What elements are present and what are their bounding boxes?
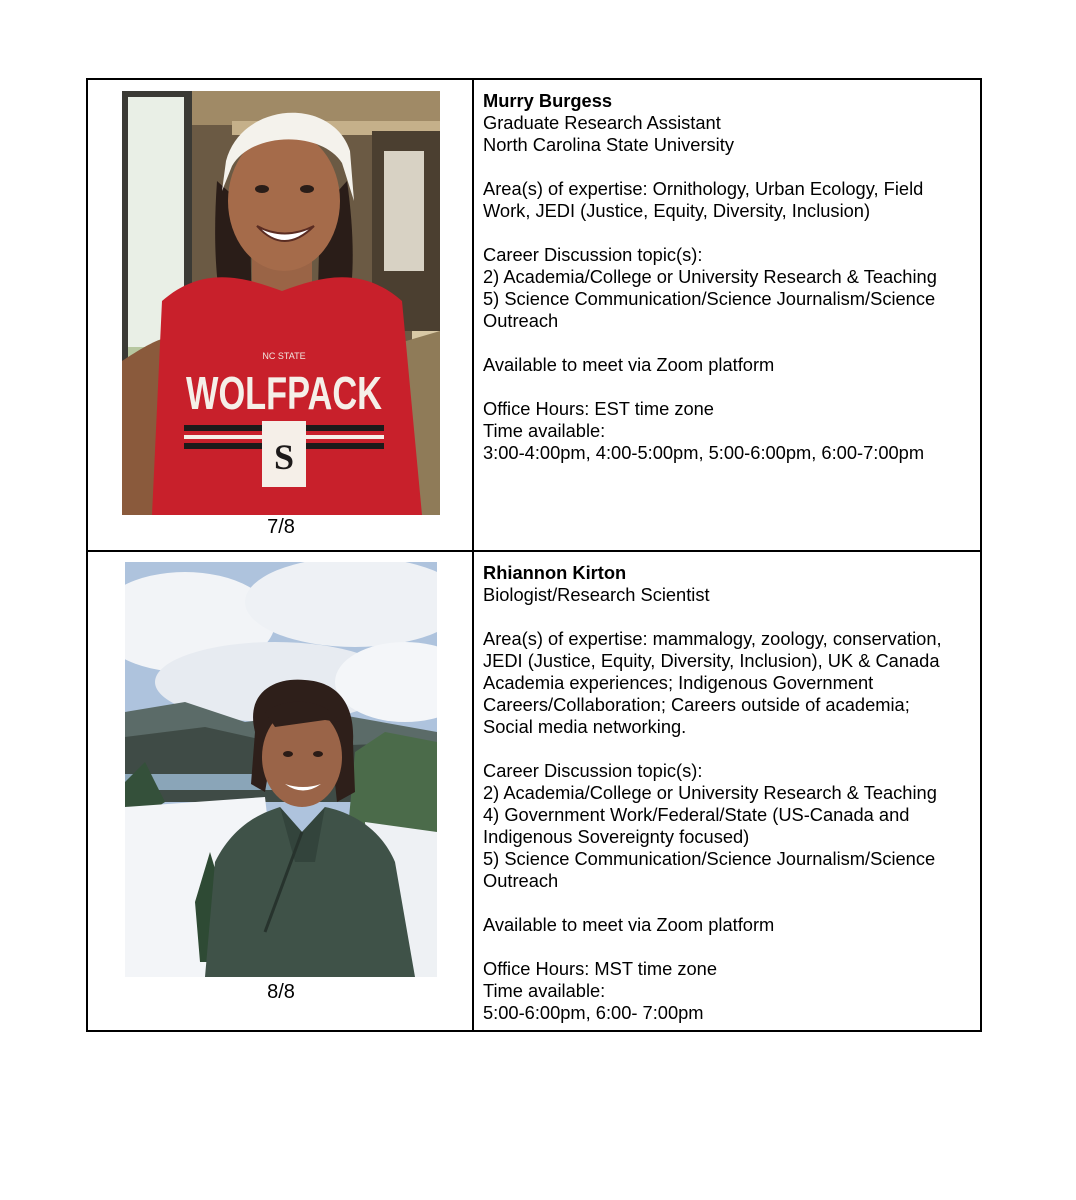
expertise-line: Careers/Collaboration; Careers outside of academia; bbox=[483, 694, 910, 715]
topics-heading: Career Discussion topic(s): bbox=[483, 244, 703, 265]
profile-info-rhiannon bbox=[474, 552, 980, 1024]
expertise-line: Social media networking. bbox=[483, 716, 687, 737]
topic-item: Indigenous Sovereignty focused) bbox=[483, 826, 750, 847]
time-label: Time available: bbox=[483, 980, 606, 1001]
profile-title: Biologist/Research Scientist bbox=[483, 584, 710, 605]
spacer bbox=[483, 936, 970, 958]
profile-affiliation: North Carolina State University bbox=[483, 134, 734, 155]
info-cell-2 bbox=[473, 551, 981, 1031]
spacer bbox=[483, 332, 970, 354]
profile-name: Rhiannon Kirton bbox=[483, 562, 627, 583]
profile-row-2 bbox=[87, 551, 981, 1031]
page-number: 7/8 bbox=[267, 516, 295, 538]
spacer bbox=[483, 892, 970, 914]
profile-row-1 bbox=[87, 79, 981, 551]
spacer bbox=[483, 738, 970, 760]
time-slots: 5:00-6:00pm, 6:00- 7:00pm bbox=[483, 1002, 704, 1023]
topic-item: Outreach bbox=[483, 870, 559, 891]
spacer bbox=[483, 222, 970, 244]
profile-info-murry bbox=[474, 80, 980, 464]
expertise-line: Area(s) of expertise: Ornithology, Urban Ecology, Field bbox=[483, 178, 924, 199]
photo-cell-1 bbox=[87, 79, 473, 551]
time-label: Time available: bbox=[483, 420, 606, 441]
spacer bbox=[483, 376, 970, 398]
info-cell-1 bbox=[473, 79, 981, 551]
expertise-line: Area(s) of expertise: mammalogy, zoology, conservation, bbox=[483, 628, 942, 649]
topic-item: Outreach bbox=[483, 310, 559, 331]
profile-photo-rhiannon bbox=[125, 562, 437, 977]
topic-item: 5) Science Communication/Science Journalism/Science bbox=[483, 848, 936, 869]
topics-heading: Career Discussion topic(s): bbox=[483, 760, 703, 781]
time-slots: 3:00-4:00pm, 4:00-5:00pm, 5:00-6:00pm, 6:00-7:00pm bbox=[483, 442, 925, 463]
spacer bbox=[483, 156, 970, 178]
expertise-line: Work, JEDI (Justice, Equity, Diversity, Inclusion) bbox=[483, 200, 871, 221]
svg-text:WOLFPACK: WOLFPACK bbox=[186, 367, 382, 419]
profile-photo-murry bbox=[122, 91, 440, 515]
photo-cell-2 bbox=[87, 551, 473, 1031]
svg-text:NC STATE: NC STATE bbox=[262, 351, 306, 361]
profile-name: Murry Burgess bbox=[483, 90, 613, 111]
topic-item: 4) Government Work/Federal/State (US-Canada and bbox=[483, 804, 910, 825]
topic-item: 2) Academia/College or University Research & Teaching bbox=[483, 266, 937, 287]
page-number: 8/8 bbox=[267, 981, 295, 1003]
expertise-line: Academia experiences; Indigenous Government bbox=[483, 672, 874, 693]
profiles-table bbox=[86, 78, 982, 1032]
expertise-line: JEDI (Justice, Equity, Diversity, Inclusion), UK & Canada bbox=[483, 650, 940, 671]
availability-text: Available to meet via Zoom platform bbox=[483, 354, 775, 375]
availability-text: Available to meet via Zoom platform bbox=[483, 914, 775, 935]
spacer bbox=[483, 606, 970, 628]
svg-text:S: S bbox=[273, 437, 295, 477]
office-hours: Office Hours: EST time zone bbox=[483, 398, 714, 419]
profile-title: Graduate Research Assistant bbox=[483, 112, 721, 133]
topic-item: 5) Science Communication/Science Journalism/Science bbox=[483, 288, 936, 309]
office-hours: Office Hours: MST time zone bbox=[483, 958, 718, 979]
topic-item: 2) Academia/College or University Research & Teaching bbox=[483, 782, 937, 803]
